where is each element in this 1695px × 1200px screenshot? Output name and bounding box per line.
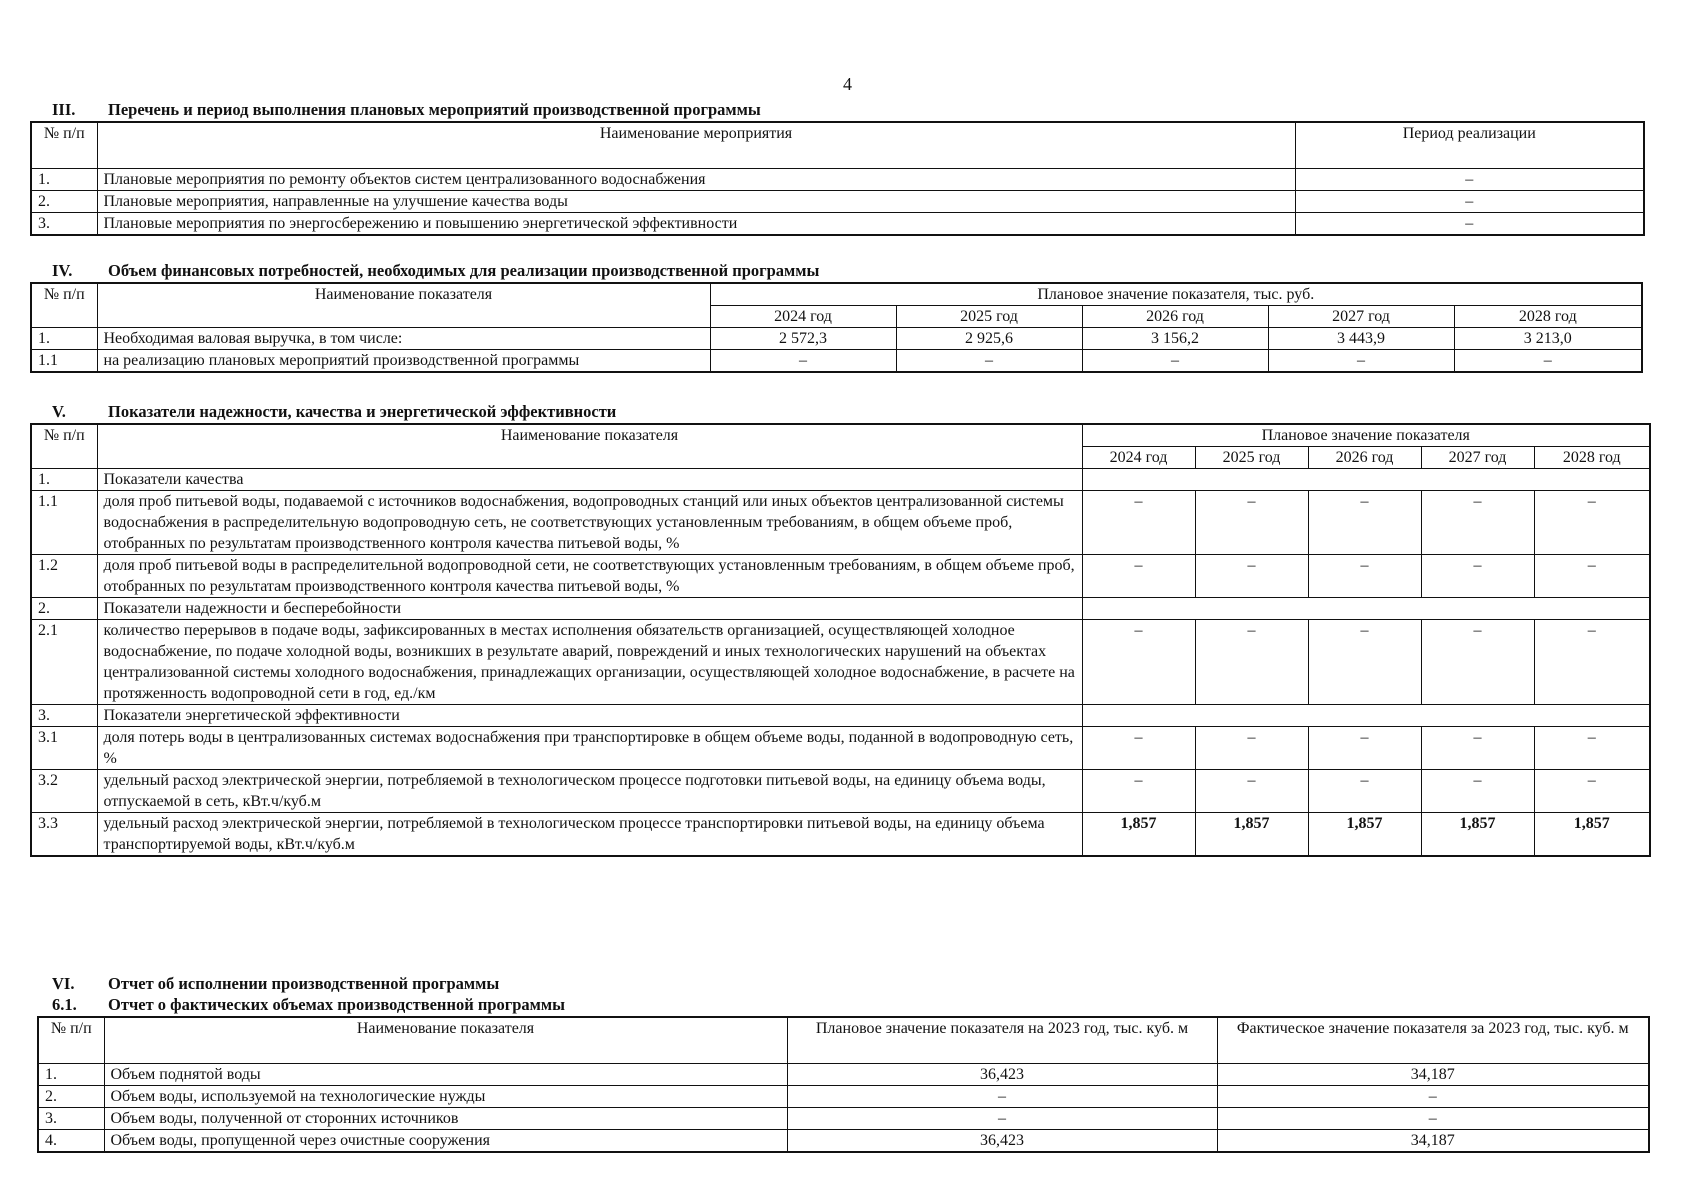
page-number: 4	[843, 74, 852, 94]
row-number: 1.	[31, 469, 97, 491]
plan-value: 36,423	[787, 1129, 1217, 1152]
plan-value: –	[1195, 727, 1308, 770]
indicator-name: на реализацию плановых мероприятий производственной программы	[97, 350, 710, 373]
fact-value: –	[1217, 1085, 1649, 1107]
section-6-title	[52, 974, 499, 994]
plan-value: 1,857	[1421, 813, 1534, 857]
plan-value: 1,857	[1534, 813, 1650, 857]
header-year: 2027 год	[1421, 447, 1534, 469]
header-num: № п/п	[31, 283, 97, 328]
table-financial-needs	[30, 282, 1643, 373]
table-row	[31, 491, 1650, 555]
plan-value: –	[1082, 555, 1195, 598]
header-num: № п/п	[38, 1017, 104, 1063]
group-empty-cell	[1082, 705, 1650, 727]
header-year: 2027 год	[1268, 306, 1454, 328]
plan-value: –	[1195, 620, 1308, 705]
group-name: Показатели энергетической эффективности	[97, 705, 1082, 727]
fact-value: –	[1217, 1107, 1649, 1129]
row-number: 1.	[38, 1063, 104, 1085]
header-plan-2023: Плановое значение показателя на 2023 год, тыс. куб. м	[787, 1017, 1217, 1063]
indicator-name: удельный расход электрической энергии, потребляемой в технологическом процессе подготовки питьевой воды, на единицу объема воды, отпускаемой в сеть, кВт.ч/куб.м	[97, 770, 1082, 813]
table-row	[31, 350, 1642, 373]
row-number: 3.	[31, 212, 97, 235]
plan-value: –	[1534, 555, 1650, 598]
activity-period: –	[1295, 190, 1644, 212]
row-number: 1.1	[31, 491, 97, 555]
plan-value: –	[1082, 727, 1195, 770]
header-year: 2028 год	[1454, 306, 1642, 328]
group-empty-cell	[1082, 469, 1650, 491]
table-row	[31, 212, 1644, 235]
table-row	[31, 328, 1642, 350]
header-year: 2028 год	[1534, 447, 1650, 469]
table-row	[31, 620, 1650, 705]
section-6-1-title-text: Отчет о фактических объемах производственной программы	[108, 995, 566, 1014]
plan-value: 1,857	[1195, 813, 1308, 857]
row-number: 3.3	[31, 813, 97, 857]
group-empty-cell	[1082, 598, 1650, 620]
plan-value: –	[1534, 620, 1650, 705]
section-3-title-text: Перечень и период выполнения плановых мероприятий производственной программы	[108, 100, 761, 119]
table-reliability-indicators	[30, 423, 1651, 857]
plan-value: –	[1454, 350, 1642, 373]
indicator-name: Необходимая валовая выручка, в том числе:	[97, 328, 710, 350]
table-row	[38, 1107, 1649, 1129]
activity-period: –	[1295, 168, 1644, 190]
section-5-title	[52, 402, 616, 422]
row-number: 1.	[31, 328, 97, 350]
indicator-name: количество перерывов в подаче воды, зафиксированных в местах исполнения обязательств организацией, осуществляющей холодное водоснабжение, по подаче холодной воды, возникших в результате аварий, повреждений и иных технологических нарушений на объектах централизованной системы холодного водоснабжения, принадлежащих организации, осуществляющей холодное водоснабжение, в расчете на протяженность водопроводной сети в год, ед./км	[97, 620, 1082, 705]
plan-value: –	[1421, 770, 1534, 813]
row-number: 2.	[38, 1085, 104, 1107]
section-6-1-number: 6.1.	[52, 995, 77, 1014]
plan-value: –	[1421, 727, 1534, 770]
table-row	[31, 555, 1650, 598]
plan-value: 1,857	[1082, 813, 1195, 857]
indicator-name: Объем воды, полученной от сторонних источников	[104, 1107, 787, 1129]
section-4-number: IV.	[52, 261, 73, 280]
header-year: 2024 год	[1082, 447, 1195, 469]
table-row	[31, 813, 1650, 857]
plan-value: –	[1421, 491, 1534, 555]
header-indicator-name: Наименование показателя	[97, 424, 1082, 469]
section-4-title	[52, 261, 819, 281]
row-number: 3.	[31, 705, 97, 727]
fact-value: 34,187	[1217, 1063, 1649, 1085]
section-6-number: VI.	[52, 974, 75, 993]
group-row	[31, 469, 1650, 491]
plan-value: –	[1308, 727, 1421, 770]
row-number: 3.1	[31, 727, 97, 770]
row-number: 1.2	[31, 555, 97, 598]
section-6-1-title	[52, 995, 565, 1015]
plan-value: –	[1308, 555, 1421, 598]
header-year: 2025 год	[896, 306, 1082, 328]
table-planned-activities	[30, 121, 1645, 236]
activity-name: Плановые мероприятия по энергосбережению и повышению энергетической эффективности	[97, 212, 1295, 235]
plan-value: 3 213,0	[1454, 328, 1642, 350]
row-number: 3.	[38, 1107, 104, 1129]
plan-value: –	[1308, 620, 1421, 705]
group-name: Показатели надежности и бесперебойности	[97, 598, 1082, 620]
plan-value: –	[1195, 555, 1308, 598]
header-plan-value: Плановое значение показателя	[1082, 424, 1650, 447]
header-num: № п/п	[31, 122, 97, 168]
plan-value: 2 925,6	[896, 328, 1082, 350]
plan-value: –	[1082, 350, 1268, 373]
plan-value: –	[1268, 350, 1454, 373]
section-4-title-text: Объем финансовых потребностей, необходимых для реализации производственной программы	[108, 261, 820, 280]
table-row	[38, 1129, 1649, 1152]
row-number: 1.	[31, 168, 97, 190]
plan-value: –	[1308, 770, 1421, 813]
table-row	[38, 1085, 1649, 1107]
plan-value: –	[787, 1085, 1217, 1107]
table-row	[38, 1063, 1649, 1085]
header-period: Период реализации	[1295, 122, 1644, 168]
group-row	[31, 598, 1650, 620]
header-year: 2024 год	[710, 306, 896, 328]
plan-value: 2 572,3	[710, 328, 896, 350]
row-number: 2.	[31, 598, 97, 620]
section-3-number: III.	[52, 100, 76, 119]
table-row	[31, 168, 1644, 190]
row-number: 1.1	[31, 350, 97, 373]
indicator-name: Объем поднятой воды	[104, 1063, 787, 1085]
plan-value: –	[1082, 770, 1195, 813]
header-activity-name: Наименование мероприятия	[97, 122, 1295, 168]
plan-value: –	[1082, 620, 1195, 705]
header-indicator-name: Наименование показателя	[97, 283, 710, 328]
group-row	[31, 705, 1650, 727]
table-row	[31, 727, 1650, 770]
plan-value: –	[787, 1107, 1217, 1129]
row-number: 2.	[31, 190, 97, 212]
plan-value: –	[1082, 491, 1195, 555]
row-number: 2.1	[31, 620, 97, 705]
section-5-number: V.	[52, 402, 66, 421]
row-number: 3.2	[31, 770, 97, 813]
activity-period: –	[1295, 212, 1644, 235]
plan-value: –	[896, 350, 1082, 373]
table-actual-volumes	[37, 1016, 1650, 1153]
indicator-name: Объем воды, используемой на технологические нужды	[104, 1085, 787, 1107]
plan-value: 36,423	[787, 1063, 1217, 1085]
plan-value: –	[1534, 491, 1650, 555]
header-year: 2026 год	[1308, 447, 1421, 469]
plan-value: –	[1195, 491, 1308, 555]
header-num: № п/п	[31, 424, 97, 469]
table-row	[31, 770, 1650, 813]
indicator-name: удельный расход электрической энергии, потребляемой в технологическом процессе транспортировки питьевой воды, на единицу объема транспортируемой воды, кВт.ч/куб.м	[97, 813, 1082, 857]
plan-value: –	[1421, 620, 1534, 705]
group-name: Показатели качества	[97, 469, 1082, 491]
fact-value: 34,187	[1217, 1129, 1649, 1152]
plan-value: –	[1534, 770, 1650, 813]
plan-value: –	[1421, 555, 1534, 598]
header-year: 2025 год	[1195, 447, 1308, 469]
section-3-title	[52, 100, 761, 120]
indicator-name: доля проб питьевой воды в распределительной водопроводной сети, не соответствующих установленным требованиям, в общем объеме проб, отобранных по результатам производственного контроля качества питьевой воды, %	[97, 555, 1082, 598]
indicator-name: доля потерь воды в централизованных системах водоснабжения при транспортировке в общем объеме воды, поданной в водопроводную сеть, %	[97, 727, 1082, 770]
plan-value: –	[1308, 491, 1421, 555]
section-5-title-text: Показатели надежности, качества и энергетической эффективности	[108, 402, 617, 421]
plan-value: 3 443,9	[1268, 328, 1454, 350]
row-number: 4.	[38, 1129, 104, 1152]
activity-name: Плановые мероприятия по ремонту объектов систем централизованного водоснабжения	[97, 168, 1295, 190]
plan-value: –	[710, 350, 896, 373]
activity-name: Плановые мероприятия, направленные на улучшение качества воды	[97, 190, 1295, 212]
indicator-name: доля проб питьевой воды, подаваемой с источников водоснабжения, водопроводных станций или иных объектов централизованной системы водоснабжения в распределительную водопроводную сеть, не соответствующих установленным требованиям, в общем объеме проб, отобранных по результатам производственного контроля качества питьевой воды, %	[97, 491, 1082, 555]
header-year: 2026 год	[1082, 306, 1268, 328]
header-indicator-name: Наименование показателя	[104, 1017, 787, 1063]
plan-value: 3 156,2	[1082, 328, 1268, 350]
indicator-name: Объем воды, пропущенной через очистные сооружения	[104, 1129, 787, 1152]
header-fact-2023: Фактическое значение показателя за 2023 год, тыс. куб. м	[1217, 1017, 1649, 1063]
section-6-title-text: Отчет об исполнении производственной программы	[108, 974, 500, 993]
plan-value: 1,857	[1308, 813, 1421, 857]
header-plan-value: Плановое значение показателя, тыс. руб.	[710, 283, 1642, 306]
table-row	[31, 190, 1644, 212]
plan-value: –	[1195, 770, 1308, 813]
plan-value: –	[1534, 727, 1650, 770]
